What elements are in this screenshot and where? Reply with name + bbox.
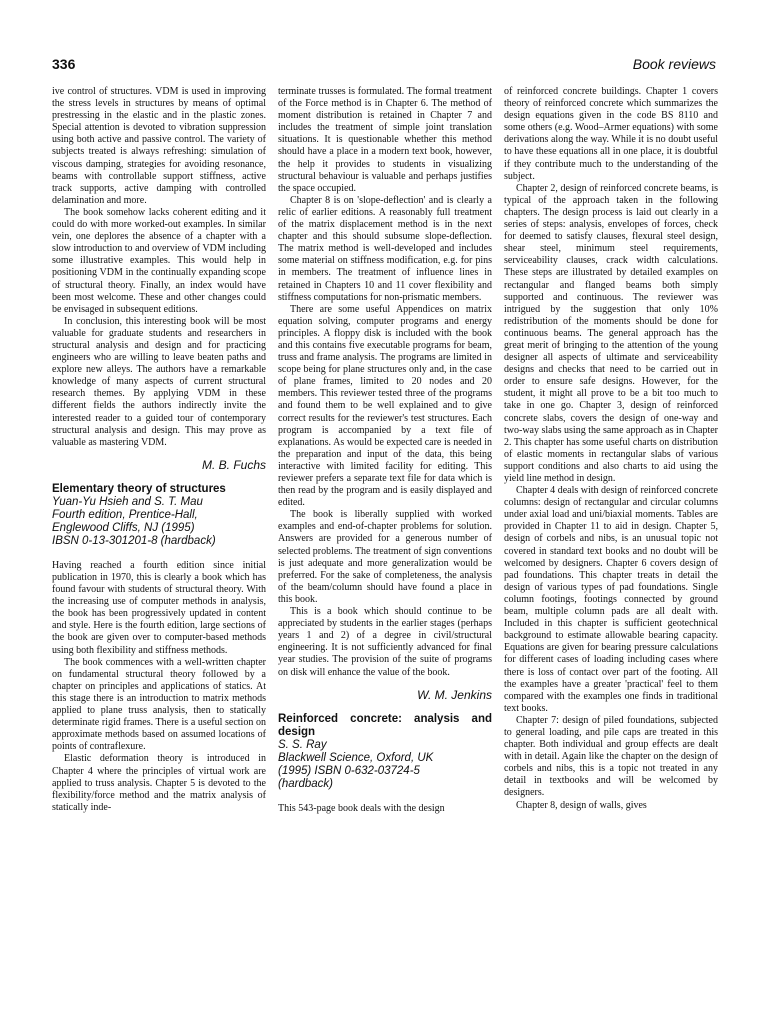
paragraph: Chapter 7: design of piled foundations, subjected to general loading, and pile caps are treated in this chapter. Both individual and group effects are dealt with in detail. Again like the chapter on the design of corbels and nibs, this is a topic not treated in any detail in textbooks and will be welcomed by designers.	[504, 714, 718, 799]
paragraph: In conclusion, this interesting book will be most valuable for graduate students and researchers in structural analysis and design and for practicing engineers who are willing to leave beaten paths and explore new alleys. The authors have a remarkable knowledge of many aspects of current structural research themes. By applying VDM in these different fields the authors indirectly invite the interested reader to a guided tour of contemporary structural analysis and design. This may prove as valuable as mastering VDM.	[52, 315, 266, 448]
text-column-right	[504, 86, 718, 812]
text-column-middle	[278, 86, 492, 815]
book-authors: Yuan-Yu Hsieh and S. T. Mau	[52, 495, 203, 508]
paragraph: Chapter 2, design of reinforced concrete beams, is typical of the approach taken in the following chapters. The design process is laid out clearly in a series of steps: analysis, envelopes of forces, check for deemed to satisfy clauses, flexural steel design, shear steel, minimum steel requirements, serviceability clauses, crack width calculations. These steps are illustrated by detailed examples on rectangular and flanged beams both simply supported and continuous. The reviewer was intrigued by the suggestion that only 10% redistribution of the moments should be done for continuous beams. The general approach has the great merit of bringing to the attention of the young designer all aspects of ultimate and serviceability designs and checks that need to be carried out in order to ensure safe designs. However, for the student, it might all prove to be a bit too much to take in one go. Chapter 3, design of reinforced concrete slabs, covers the design of one-way and two-way slabs using the same approach as in Chapter 2. This chapter has some useful charts on distribution of elastic moments in rectangular slabs of various support conditions and also charts to aid using the yield line method in design.	[504, 182, 718, 484]
book-publisher: Blackwell Science, Oxford, UK	[278, 751, 434, 764]
paragraph: Chapter 8 is on 'slope-deflection' and is clearly a relic of earlier editions. A reasonably full treatment of the matrix displacement method is in the next chapter and this should subsume slope-deflection. The matrix method is well-developed and includes some material on stiffness modification, e.g. for pins in members. The treatment of influence lines in retained in Chapters 10 and 11 cover flexibility and stiffness computations for non-prismatic members.	[278, 194, 492, 303]
paragraph: Having reached a fourth edition since initial publication in 1970, this is clearly a book which has found favour with students of structural theory. With the increasing use of computer methods in analysis, the book has been progressively updated in content and style. Here is the fourth edition, large sections of the book are given over to computer-based methods using both flexibility and stiffness methods.	[52, 559, 266, 656]
book-title: Elementary theory of structures	[52, 482, 226, 495]
paragraph: terminate trusses is formulated. The formal treatment of the Force method is in Chapter 6. The method of moment distribution is retained in Chapter 7 and includes the treatment of simple joint translation situations. It is questionable whether this method should have a place in a modern text book, however, the help it provides to students in visualizing structural behaviour is valuable and perhaps justifies the space occupied.	[278, 86, 492, 194]
review-heading	[278, 713, 492, 791]
book-isbn: (1995) ISBN 0-632-03724-5	[278, 764, 420, 777]
book-place: Englewood Cliffs, NJ (1995)	[52, 521, 195, 534]
paragraph: There are some useful Appendices on matrix equation solving, computer programs and energy principles. A floppy disk is included with the book and this contains five executable programs for beam, truss and frame analysis. The programs are limited in scope being for plane structures only and, in the case of plane frames, limited to 20 nodes and 20 members. This reviewer tested three of the programs and found them to be well explained and to give correct results for the reviewer's test structures. Each program is accompanied by a text file of explanations. As would be expected care is needed in the preparation and input of the data, this being interactive with limited facility for editing. This reviewer prefers a separate text file for data which is then read by the program and is easily displayed and edited.	[278, 303, 492, 509]
paragraph: This 543-page book deals with the design	[278, 802, 445, 814]
reviewer-signature: M. B. Fuchs	[201, 457, 266, 472]
book-title: Reinforced concrete: analysis and design	[278, 712, 492, 738]
paragraph: The book somehow lacks coherent editing and it could do with more worked-out examples. In similar vein, one deplores the absence of a chapter with a slow introduction to and overview of VDM including some illustrative examples. This would help in positioning VDM in the continually expanding scope of structural theory. Finally, an index would have been most welcome. These and other changes could be envisaged in subsequent editions.	[52, 206, 266, 315]
paragraph: ive control of structures. VDM is used in improving the stress levels in structures by means of optimal prestressing in the elastic and in the plastic zones. Special attention is devoted to vibration suppression using both active and passive control. The variety of subjects treated is always refreshing: simulation of viscous damping, strategies for avoiding resonance, beams with controllable support stiffness, active track supports, active damping with controlled delamination and more.	[52, 86, 266, 206]
page-number: 336	[52, 56, 76, 72]
paragraph: of reinforced concrete buildings. Chapter 1 covers theory of reinforced concrete which summarizes the design equations given in the code BS 8110 and some others (e.g. Wood–Armer equations) with some derivations along the way. While it is no doubt useful to have these equations all in one place, it is doubtful if they contribute much to the understanding of the subject.	[504, 86, 718, 182]
paragraph: This is a book which should continue to be appreciated by students in the earlier stages (perhaps years 1 and 2) of a degree in civil/structural engineering. It is not sufficiently advanced for final year studies. The provision of the suite of programs on disk will enhance the value of the book.	[278, 606, 492, 678]
book-author: S. S. Ray	[278, 738, 327, 751]
book-binding: (hardback)	[278, 777, 333, 790]
paragraph: Chapter 4 deals with design of reinforced concrete columns: design of rectangular and circular columns under axial load and uni/biaxial moments. Tables are provided in Chapter 11 to aid in design. Chapter 5, design of corbels and nibs, is an unusual topic not covered in standard text books and no doubt will be welcomed by designers. Chapter 6 covers design of pad foundations. This chapter treats in detail the design of various types of pad foundations. Single column footings, footings connected by ground beam, multiple column pads are all dealt with. Included in this chapter is sufficient geotechnical background to estimate allowable bearing capacity. Equations are given for bearing pressure calculations for different cases of loading including cases where there is loss of contact over part of the footing. All the examples have a greater 'practical' feel to them compared with the examples one finds in traditional text books.	[504, 485, 718, 714]
paragraph: Chapter 8, design of walls, gives	[516, 799, 647, 811]
page-header	[52, 56, 716, 76]
text-column-left	[52, 86, 266, 814]
book-isbn: IBSN 0-13-301201-8 (hardback)	[52, 534, 216, 547]
paragraph: The book commences with a well-written chapter on fundamental structural theory followed by a chapter on principles and applications of statics. At this stage there is an introduction to matrix methods applied to plane truss analysis, then to statically determinate rigid frames. There is a useful section on approximate methods based on assumed locations of points of contraflexure.	[52, 656, 266, 753]
reviewer-signature: W. M. Jenkins	[417, 687, 492, 702]
book-edition: Fourth edition, Prentice-Hall,	[52, 508, 198, 521]
paragraph: The book is liberally supplied with worked examples and end-of-chapter problems for solution. Answers are provided for a generous number of selected problems. The treatment of sign conventions is just adequate and more generalization would be preferred. For the sake of completeness, the analysis of the beam/column should have found a place in this book.	[278, 509, 492, 605]
review-heading	[52, 483, 266, 548]
paragraph: Elastic deformation theory is introduced in Chapter 4 where the principles of virtual work are applied to truss analysis. Chapter 5 is devoted to the flexibility/force method and the matrix analysis of statically inde-	[52, 753, 266, 813]
running-head: Book reviews	[632, 56, 716, 72]
